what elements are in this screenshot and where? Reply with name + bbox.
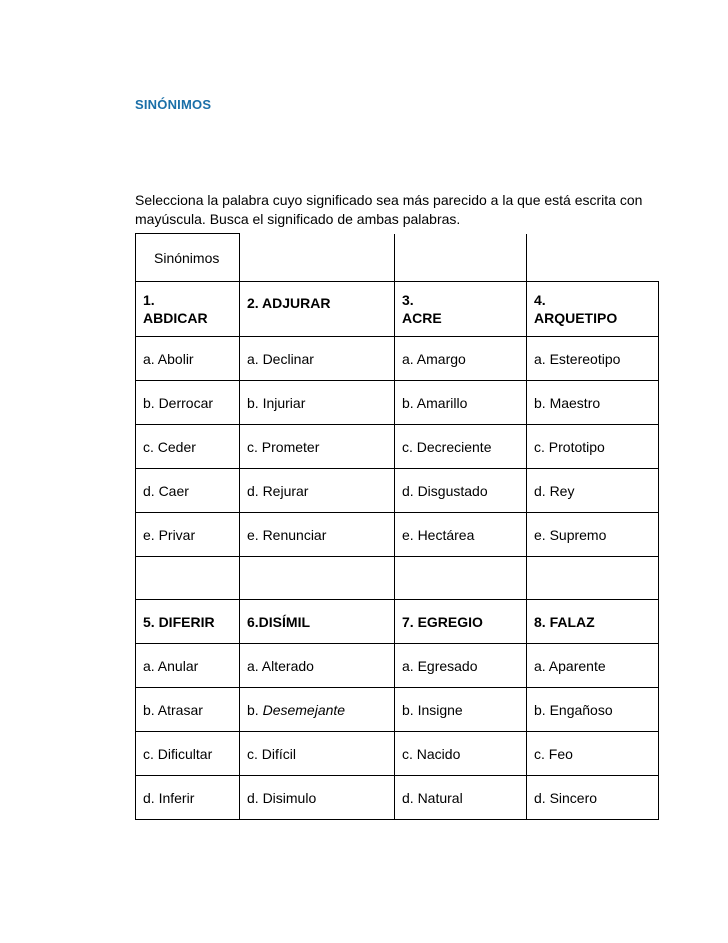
table-row [136,688,659,732]
option-cell: b. Injuriar [240,381,395,425]
option-cell: a. Aparente [527,644,659,688]
option-cell: d. Rey [527,469,659,513]
word-heading-7: 7. EGREGIO [395,600,527,644]
word-heading-2: 2. ADJURAR [240,282,395,337]
option-cell: d. Disimulo [240,776,395,820]
group1-heading-row [136,282,659,337]
option-cell: e. Renunciar [240,513,395,557]
table-row [136,776,659,820]
option-cell: d. Natural [395,776,527,820]
option-cell: c. Ceder [136,425,240,469]
option-cell: a. Egresado [395,644,527,688]
group2-heading-row [136,600,659,644]
word-heading-8: 8. FALAZ [527,600,659,644]
option-cell: b. Insigne [395,688,527,732]
table-row [136,381,659,425]
option-cell: a. Amargo [395,337,527,381]
option-cell: c. Prototipo [527,425,659,469]
option-cell: b. Atrasar [136,688,240,732]
option-cell: a. Declinar [240,337,395,381]
table-row [136,469,659,513]
option-cell: e. Privar [136,513,240,557]
table-row [136,425,659,469]
option-cell: c. Prometer [240,425,395,469]
table-header-cell: Sinónimos [136,234,240,282]
option-cell: c. Feo [527,732,659,776]
table-row [136,644,659,688]
option-cell: d. Rejurar [240,469,395,513]
instructions-text: Selecciona la palabra cuyo significado sea más parecido a la que está escrita con mayúscula. Busca el significado de ambas palabras. [135,192,643,227]
option-cell: b. Amarillo [395,381,527,425]
empty-row [136,557,659,600]
option-cell: b. Engañoso [527,688,659,732]
option-cell: a. Abolir [136,337,240,381]
option-cell: e. Supremo [527,513,659,557]
option-cell: d. Sincero [527,776,659,820]
option-cell: d. Inferir [136,776,240,820]
option-cell: a. Anular [136,644,240,688]
word-heading-1: 1. ABDICAR [136,282,240,337]
option-cell: a. Alterado [240,644,395,688]
option-cell: c. Difícil [240,732,395,776]
table-row [136,732,659,776]
synonyms-table [135,233,659,820]
page-title: SINÓNIMOS [135,97,212,112]
option-cell: d. Disgustado [395,469,527,513]
word-heading-5: 5. DIFERIR [136,600,240,644]
italic-option: b. Desemejante [247,701,346,718]
word-heading-4: 4. ARQUETIPO [527,282,659,337]
table-row [136,337,659,381]
option-cell: b. Maestro [527,381,659,425]
option-cell [240,688,395,732]
option-cell: a. Estereotipo [527,337,659,381]
option-cell: e. Hectárea [395,513,527,557]
table-row [136,513,659,557]
word-heading-3: 3. ACRE [395,282,527,337]
table-header-row [136,234,659,282]
option-cell: d. Caer [136,469,240,513]
option-cell: c. Decreciente [395,425,527,469]
option-cell: c. Dificultar [136,732,240,776]
word-heading-6: 6.DISÍMIL [240,600,395,644]
option-cell: b. Derrocar [136,381,240,425]
option-cell: c. Nacido [395,732,527,776]
